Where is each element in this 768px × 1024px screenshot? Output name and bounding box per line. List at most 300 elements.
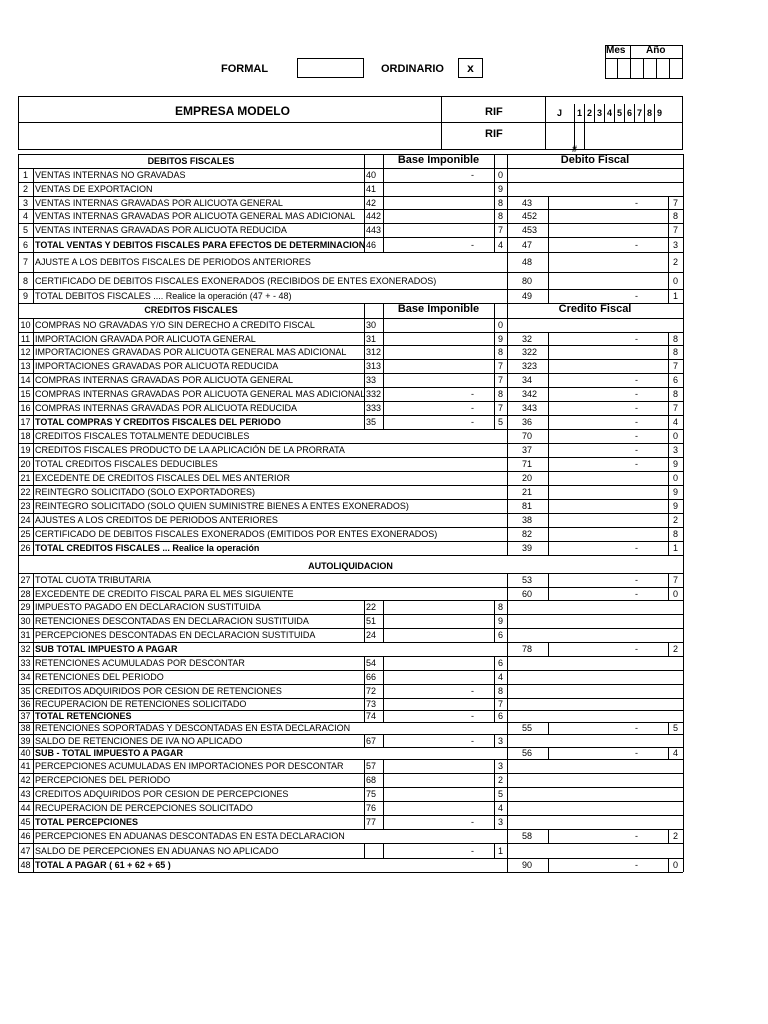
base-code: 31 <box>366 334 377 344</box>
row-label: RETENCIONES DESCONTADAS EN DECLARACION SUSTITUIDA <box>35 616 309 626</box>
col-line <box>683 272 684 289</box>
table-row-top <box>18 759 683 760</box>
fiscal-value: - <box>635 644 638 654</box>
row-number: 48 <box>20 860 31 870</box>
row-number: 21 <box>20 473 31 483</box>
row-label: TOTAL COMPRAS Y CREDITOS FISCALES DEL PERIODO <box>35 417 281 427</box>
table-row-top <box>18 252 683 253</box>
col-line <box>383 209 384 223</box>
col-line <box>383 373 384 387</box>
base-check-digit: 6 <box>497 658 503 668</box>
fiscal-check-digit: 9 <box>672 459 678 469</box>
row-label: TOTAL A PAGAR ( 61 + 62 + 65 ) <box>35 860 171 870</box>
fiscal-value: - <box>635 831 638 841</box>
col-line <box>33 747 34 759</box>
table-row-top <box>18 471 683 472</box>
col-line <box>33 415 34 429</box>
col-line <box>507 485 508 499</box>
col-line <box>507 801 508 815</box>
fiscal-code: 34 <box>522 375 533 385</box>
col-line <box>683 843 684 858</box>
row-label: RETENCIONES ACUMULADAS POR DESCONTAR <box>35 658 245 668</box>
fiscal-code: 21 <box>522 487 533 497</box>
row-label: TOTAL DEBITOS FISCALES .... Realice la operación (47 + - 48) <box>35 291 292 301</box>
fiscal-code: 80 <box>522 276 533 286</box>
table-row-top <box>18 843 683 844</box>
rif-prefix: J <box>557 108 563 118</box>
fiscal-code: 71 <box>522 459 533 469</box>
col-line <box>507 318 508 332</box>
col-line <box>33 801 34 815</box>
row-label: COMPRAS INTERNAS GRAVADAS POR ALICUOTA REDUCIDA <box>35 403 298 413</box>
col-line <box>33 318 34 332</box>
col-line <box>364 318 365 332</box>
formal-checkbox[interactable] <box>297 58 364 78</box>
col-line <box>683 429 684 443</box>
base-check-digit: 8 <box>497 211 503 221</box>
base-check-digit: 3 <box>497 736 503 746</box>
col-line <box>33 698 34 710</box>
col-line <box>33 710 34 722</box>
col-line <box>683 670 684 684</box>
col-line <box>383 223 384 237</box>
row-number: 3 <box>22 198 28 208</box>
table-row-top <box>18 457 683 458</box>
fiscal-check-digit: 1 <box>672 291 678 301</box>
base-check-digit: 1 <box>497 846 503 856</box>
rif-digit: 9 <box>657 108 663 118</box>
debitos-section-title: DEBITOS FISCALES <box>147 156 235 166</box>
col-line <box>507 387 508 401</box>
col-line <box>683 759 684 773</box>
row-number: 43 <box>20 789 31 799</box>
col-line <box>548 499 549 513</box>
col-line <box>33 527 34 541</box>
col-line <box>33 272 34 289</box>
fiscal-code: 48 <box>522 257 533 267</box>
base-code: 42 <box>366 198 377 208</box>
row-number: 25 <box>20 529 31 539</box>
base-code: 76 <box>366 803 377 813</box>
col-line <box>33 443 34 457</box>
row-number: 14 <box>20 375 31 385</box>
table-row-top <box>18 332 683 333</box>
table-row-top <box>18 182 683 183</box>
fiscal-value: - <box>635 543 638 553</box>
col-line <box>507 698 508 710</box>
row-number: 31 <box>20 630 31 640</box>
row-label: TOTAL CREDITOS FISCALES DEDUCIBLES <box>35 459 218 469</box>
fiscal-code: 343 <box>522 403 538 413</box>
base-code: 332 <box>366 389 382 399</box>
row-label: PERCEPCIONES ACUMULADAS EN IMPORTACIONES POR DESCONTAR <box>35 761 344 771</box>
row-label: CREDITOS FISCALES TOTALMENTE DEDUCIBLES <box>35 431 250 441</box>
col-line <box>364 415 365 429</box>
base-check-digit: 8 <box>497 686 503 696</box>
base-code: 443 <box>366 225 382 235</box>
col-line <box>33 168 34 182</box>
fiscal-check-digit: 0 <box>672 860 678 870</box>
table-row-top <box>18 541 683 542</box>
base-value: - <box>471 417 474 427</box>
table-row-top <box>18 614 683 615</box>
fiscal-code: 36 <box>522 417 533 427</box>
col-line <box>683 829 684 843</box>
col-line <box>383 359 384 373</box>
fiscal-code: 82 <box>522 529 533 539</box>
col-line <box>507 223 508 237</box>
fiscal-value: - <box>635 198 638 208</box>
col-line <box>683 387 684 401</box>
fiscal-check-digit: 7 <box>672 225 678 235</box>
col-line <box>683 710 684 722</box>
base-code: 67 <box>366 736 377 746</box>
base-code: 68 <box>366 775 377 785</box>
row-label: TOTAL VENTAS Y DEBITOS FISCALES PARA EFECTOS DE DETERMINACION <box>35 240 366 250</box>
col-line <box>33 471 34 485</box>
col-line <box>33 587 34 600</box>
base-check-digit: 4 <box>497 672 503 682</box>
fiscal-value: - <box>635 860 638 870</box>
col-line <box>507 457 508 471</box>
row-label: PERCEPCIONES DESCONTADAS EN DECLARACION SUSTITUIDA <box>35 630 316 640</box>
row-label: RETENCIONES DEL PERIODO <box>35 672 164 682</box>
row-label: TOTAL CREDITOS FISCALES ... Realice la operación <box>35 543 260 553</box>
fiscal-check-digit: 7 <box>672 361 678 371</box>
col-line <box>33 485 34 499</box>
row-label: IMPORTACIONES GRAVADAS POR ALICUOTA REDUCIDA <box>35 361 279 371</box>
row-label: VENTAS INTERNAS GRAVADAS POR ALICUOTA REDUCIDA <box>35 225 287 235</box>
col-line <box>383 670 384 684</box>
fiscal-value: - <box>635 748 638 758</box>
row-number: 17 <box>20 417 31 427</box>
table-row-top <box>18 734 683 735</box>
base-code: 22 <box>366 602 377 612</box>
base-code: 66 <box>366 672 377 682</box>
col-line <box>507 332 508 345</box>
col-line <box>548 272 549 289</box>
base-check-digit: 9 <box>497 616 503 626</box>
col-line <box>507 573 508 587</box>
base-code: 41 <box>366 184 377 194</box>
col-line <box>364 773 365 787</box>
fiscal-code: 55 <box>522 723 533 733</box>
base-code: 33 <box>366 375 377 385</box>
col-line <box>507 196 508 209</box>
base-code: 46 <box>366 240 377 250</box>
autoliq-band-top <box>18 555 683 556</box>
base-check-digit: 7 <box>497 403 503 413</box>
fiscal-check-digit: 7 <box>672 198 678 208</box>
table-row-top <box>18 272 683 273</box>
mes-label: Mes <box>606 45 626 56</box>
base-check-digit: 5 <box>497 789 503 799</box>
fiscal-code: 58 <box>522 831 533 841</box>
fiscal-check-digit: 2 <box>672 831 678 841</box>
row-number: 28 <box>20 589 31 599</box>
col-line <box>507 541 508 555</box>
row-number: 26 <box>20 543 31 553</box>
col-line <box>507 252 508 272</box>
col-line <box>364 843 365 858</box>
rif-label-2: RIF <box>485 128 503 140</box>
row-label: COMPRAS INTERNAS GRAVADAS POR ALICUOTA GENERAL <box>35 375 294 385</box>
fiscal-check-digit: 2 <box>672 644 678 654</box>
col-line <box>507 429 508 443</box>
table-row-bottom <box>18 872 683 873</box>
col-line <box>364 182 365 196</box>
col-line <box>364 815 365 829</box>
col-line <box>33 401 34 415</box>
col-line <box>548 209 549 223</box>
row-number: 9 <box>22 291 28 301</box>
col-line <box>33 600 34 614</box>
row-number: 33 <box>20 658 31 668</box>
fiscal-code: 38 <box>522 515 533 525</box>
col-line <box>507 168 508 182</box>
row-label: CERTIFICADO DE DEBITOS FISCALES EXONERADOS (EMITIDOS POR ENTES EXONERADOS) <box>35 529 438 539</box>
fiscal-value: - <box>635 240 638 250</box>
fiscal-code: 49 <box>522 291 533 301</box>
col-line <box>383 801 384 815</box>
fiscal-check-digit: 8 <box>672 529 678 539</box>
base-code: 35 <box>366 417 377 427</box>
col-line <box>33 252 34 272</box>
fiscal-check-digit: 6 <box>672 375 678 385</box>
fiscal-check-digit: 9 <box>672 501 678 511</box>
fiscal-code: 47 <box>522 240 533 250</box>
base-code: 73 <box>366 699 377 709</box>
row-label: SALDO DE PERCEPCIONES EN ADUANAS NO APLICADO <box>35 846 279 856</box>
base-code: 312 <box>366 347 382 357</box>
col-line <box>33 237 34 252</box>
company-name: EMPRESA MODELO <box>175 104 290 118</box>
col-line <box>683 373 684 387</box>
col-line <box>383 787 384 801</box>
col-line <box>548 527 549 541</box>
col-line <box>33 429 34 443</box>
col-line <box>383 628 384 642</box>
base-code: 75 <box>366 789 377 799</box>
fiscal-code: 453 <box>522 225 538 235</box>
col-line <box>683 684 684 698</box>
col-line <box>507 684 508 698</box>
col-line <box>383 182 384 196</box>
fiscal-code: 90 <box>522 860 533 870</box>
table-row-top <box>18 656 683 657</box>
col-line <box>383 345 384 359</box>
row-number: 47 <box>20 846 31 856</box>
table-row-top <box>18 168 683 169</box>
row-label: SALDO DE RETENCIONES DE IVA NO APLICADO <box>35 736 243 746</box>
rif-digit: 8 <box>647 108 653 118</box>
col-line <box>507 359 508 373</box>
table-row-top <box>18 345 683 346</box>
col-line <box>683 587 684 600</box>
table-row-top <box>18 787 683 788</box>
row-label: COMPRAS NO GRAVADAS Y/O SIN DERECHO A CREDITO FISCAL <box>35 320 315 330</box>
base-check-digit: 7 <box>497 699 503 709</box>
row-number: 5 <box>22 225 28 235</box>
fiscal-check-digit: 1 <box>672 543 678 553</box>
fiscal-check-digit: 3 <box>672 240 678 250</box>
creditos-fiscal-header: Credito Fiscal <box>558 303 632 315</box>
autoliq-section-title: AUTOLIQUIDACION <box>308 561 393 571</box>
row-label: SUB TOTAL IMPUESTO A PAGAR <box>35 644 178 654</box>
table-row-top <box>18 573 683 574</box>
row-number: 6 <box>22 240 28 250</box>
col-line <box>33 209 34 223</box>
col-line <box>364 710 365 722</box>
col-line <box>507 600 508 614</box>
row-number: 38 <box>20 723 31 733</box>
fiscal-check-digit: 2 <box>672 257 678 267</box>
col-line <box>33 759 34 773</box>
table-row-top <box>18 858 683 859</box>
row-number: 40 <box>20 748 31 758</box>
company-vline-2 <box>545 96 546 150</box>
fiscal-check-digit: 8 <box>672 211 678 221</box>
fiscal-code: 32 <box>522 334 533 344</box>
col-line <box>364 345 365 359</box>
base-check-digit: 7 <box>497 225 503 235</box>
col-line <box>683 196 684 209</box>
col-line <box>364 401 365 415</box>
creditos-section-title: CREDITOS FISCALES <box>144 305 238 315</box>
row-label: TOTAL CUOTA TRIBUTARIA <box>35 575 151 585</box>
company-vline-1 <box>441 96 442 150</box>
row-number: 41 <box>20 761 31 771</box>
col-line <box>33 614 34 628</box>
row-label: IMPORTACIONES GRAVADAS POR ALICUOTA GENERAL MAS ADICIONAL <box>35 347 347 357</box>
col-line <box>507 614 508 628</box>
col-line <box>548 223 549 237</box>
col-line <box>507 401 508 415</box>
col-line <box>683 209 684 223</box>
col-line <box>507 787 508 801</box>
table-row-top <box>18 387 683 388</box>
col-line <box>33 373 34 387</box>
col-line <box>33 722 34 734</box>
rif-digit: 5 <box>617 108 623 118</box>
col-line <box>507 587 508 600</box>
row-label: RECUPERACION DE PERCEPCIONES SOLICITADO <box>35 803 253 813</box>
col-line <box>683 154 684 168</box>
table-row-top <box>18 628 683 629</box>
base-code: 57 <box>366 761 377 771</box>
col-line <box>33 457 34 471</box>
col-line <box>548 485 549 499</box>
fiscal-code: 322 <box>522 347 538 357</box>
col-line <box>507 656 508 670</box>
col-line <box>683 555 684 573</box>
row-number: 37 <box>20 711 31 721</box>
row-number: 22 <box>20 487 31 497</box>
period-cells <box>605 58 683 79</box>
col-line <box>507 513 508 527</box>
col-line <box>364 168 365 182</box>
base-value: - <box>471 170 474 180</box>
col-line <box>507 722 508 734</box>
col-line <box>507 734 508 747</box>
col-line <box>548 471 549 485</box>
col-line <box>683 773 684 787</box>
fiscal-value: - <box>635 589 638 599</box>
table-row-top <box>18 499 683 500</box>
ordinario-checkbox[interactable] <box>458 58 483 78</box>
base-code: 40 <box>366 170 377 180</box>
row-label: CREDITOS ADQUIRIDOS POR CESION DE RETENCIONES <box>35 686 282 696</box>
rif-digit: 6 <box>627 108 633 118</box>
col-line <box>683 332 684 345</box>
col-line <box>364 656 365 670</box>
base-check-digit: 8 <box>497 389 503 399</box>
fiscal-check-digit: 3 <box>672 445 678 455</box>
col-line <box>364 801 365 815</box>
col-line <box>548 345 549 359</box>
fiscal-check-digit: 8 <box>672 334 678 344</box>
col-line <box>683 573 684 587</box>
table-row-top <box>18 196 683 197</box>
row-label: VENTAS INTERNAS NO GRAVADAS <box>35 170 186 180</box>
row-label: CREDITOS FISCALES PRODUCTO DE LA APLICACIÓN DE LA PRORRATA <box>35 445 345 455</box>
base-value: - <box>471 403 474 413</box>
base-check-digit: 8 <box>497 602 503 612</box>
col-line <box>548 513 549 527</box>
base-check-digit: 4 <box>497 240 503 250</box>
row-label: TOTAL RETENCIONES <box>35 711 132 721</box>
col-line <box>33 541 34 555</box>
col-line <box>383 196 384 209</box>
col-line <box>683 415 684 429</box>
col-line <box>33 858 34 872</box>
col-line <box>364 359 365 373</box>
table-row-top <box>18 513 683 514</box>
fiscal-code: 323 <box>522 361 538 371</box>
table-row-top <box>18 829 683 830</box>
col-line <box>683 628 684 642</box>
col-line <box>507 272 508 289</box>
rif-digit: 2 <box>587 108 593 118</box>
fiscal-value: - <box>635 375 638 385</box>
col-line <box>33 670 34 684</box>
fiscal-code: 53 <box>522 575 533 585</box>
col-line <box>33 513 34 527</box>
col-line <box>33 642 34 656</box>
fiscal-check-digit: 0 <box>672 276 678 286</box>
base-check-digit: 4 <box>497 803 503 813</box>
col-line <box>364 734 365 747</box>
row-number: 23 <box>20 501 31 511</box>
col-line <box>364 223 365 237</box>
col-line <box>683 815 684 829</box>
fiscal-code: 78 <box>522 644 533 654</box>
base-check-digit: 8 <box>497 198 503 208</box>
col-line <box>683 513 684 527</box>
row-number: 34 <box>20 672 31 682</box>
row-number: 36 <box>20 699 31 709</box>
rif-label-1: RIF <box>485 106 503 118</box>
col-line <box>507 182 508 196</box>
col-line <box>507 759 508 773</box>
base-check-digit: 9 <box>497 334 503 344</box>
col-line <box>507 773 508 787</box>
base-check-digit: 7 <box>497 375 503 385</box>
base-code: 74 <box>366 711 377 721</box>
fiscal-check-digit: 5 <box>672 723 678 733</box>
row-label: REINTEGRO SOLICITADO (SOLO QUIEN SUMINISTRE BIENES A ENTES EXONERADOS) <box>35 501 409 511</box>
ordinario-label: ORDINARIO <box>381 63 444 75</box>
